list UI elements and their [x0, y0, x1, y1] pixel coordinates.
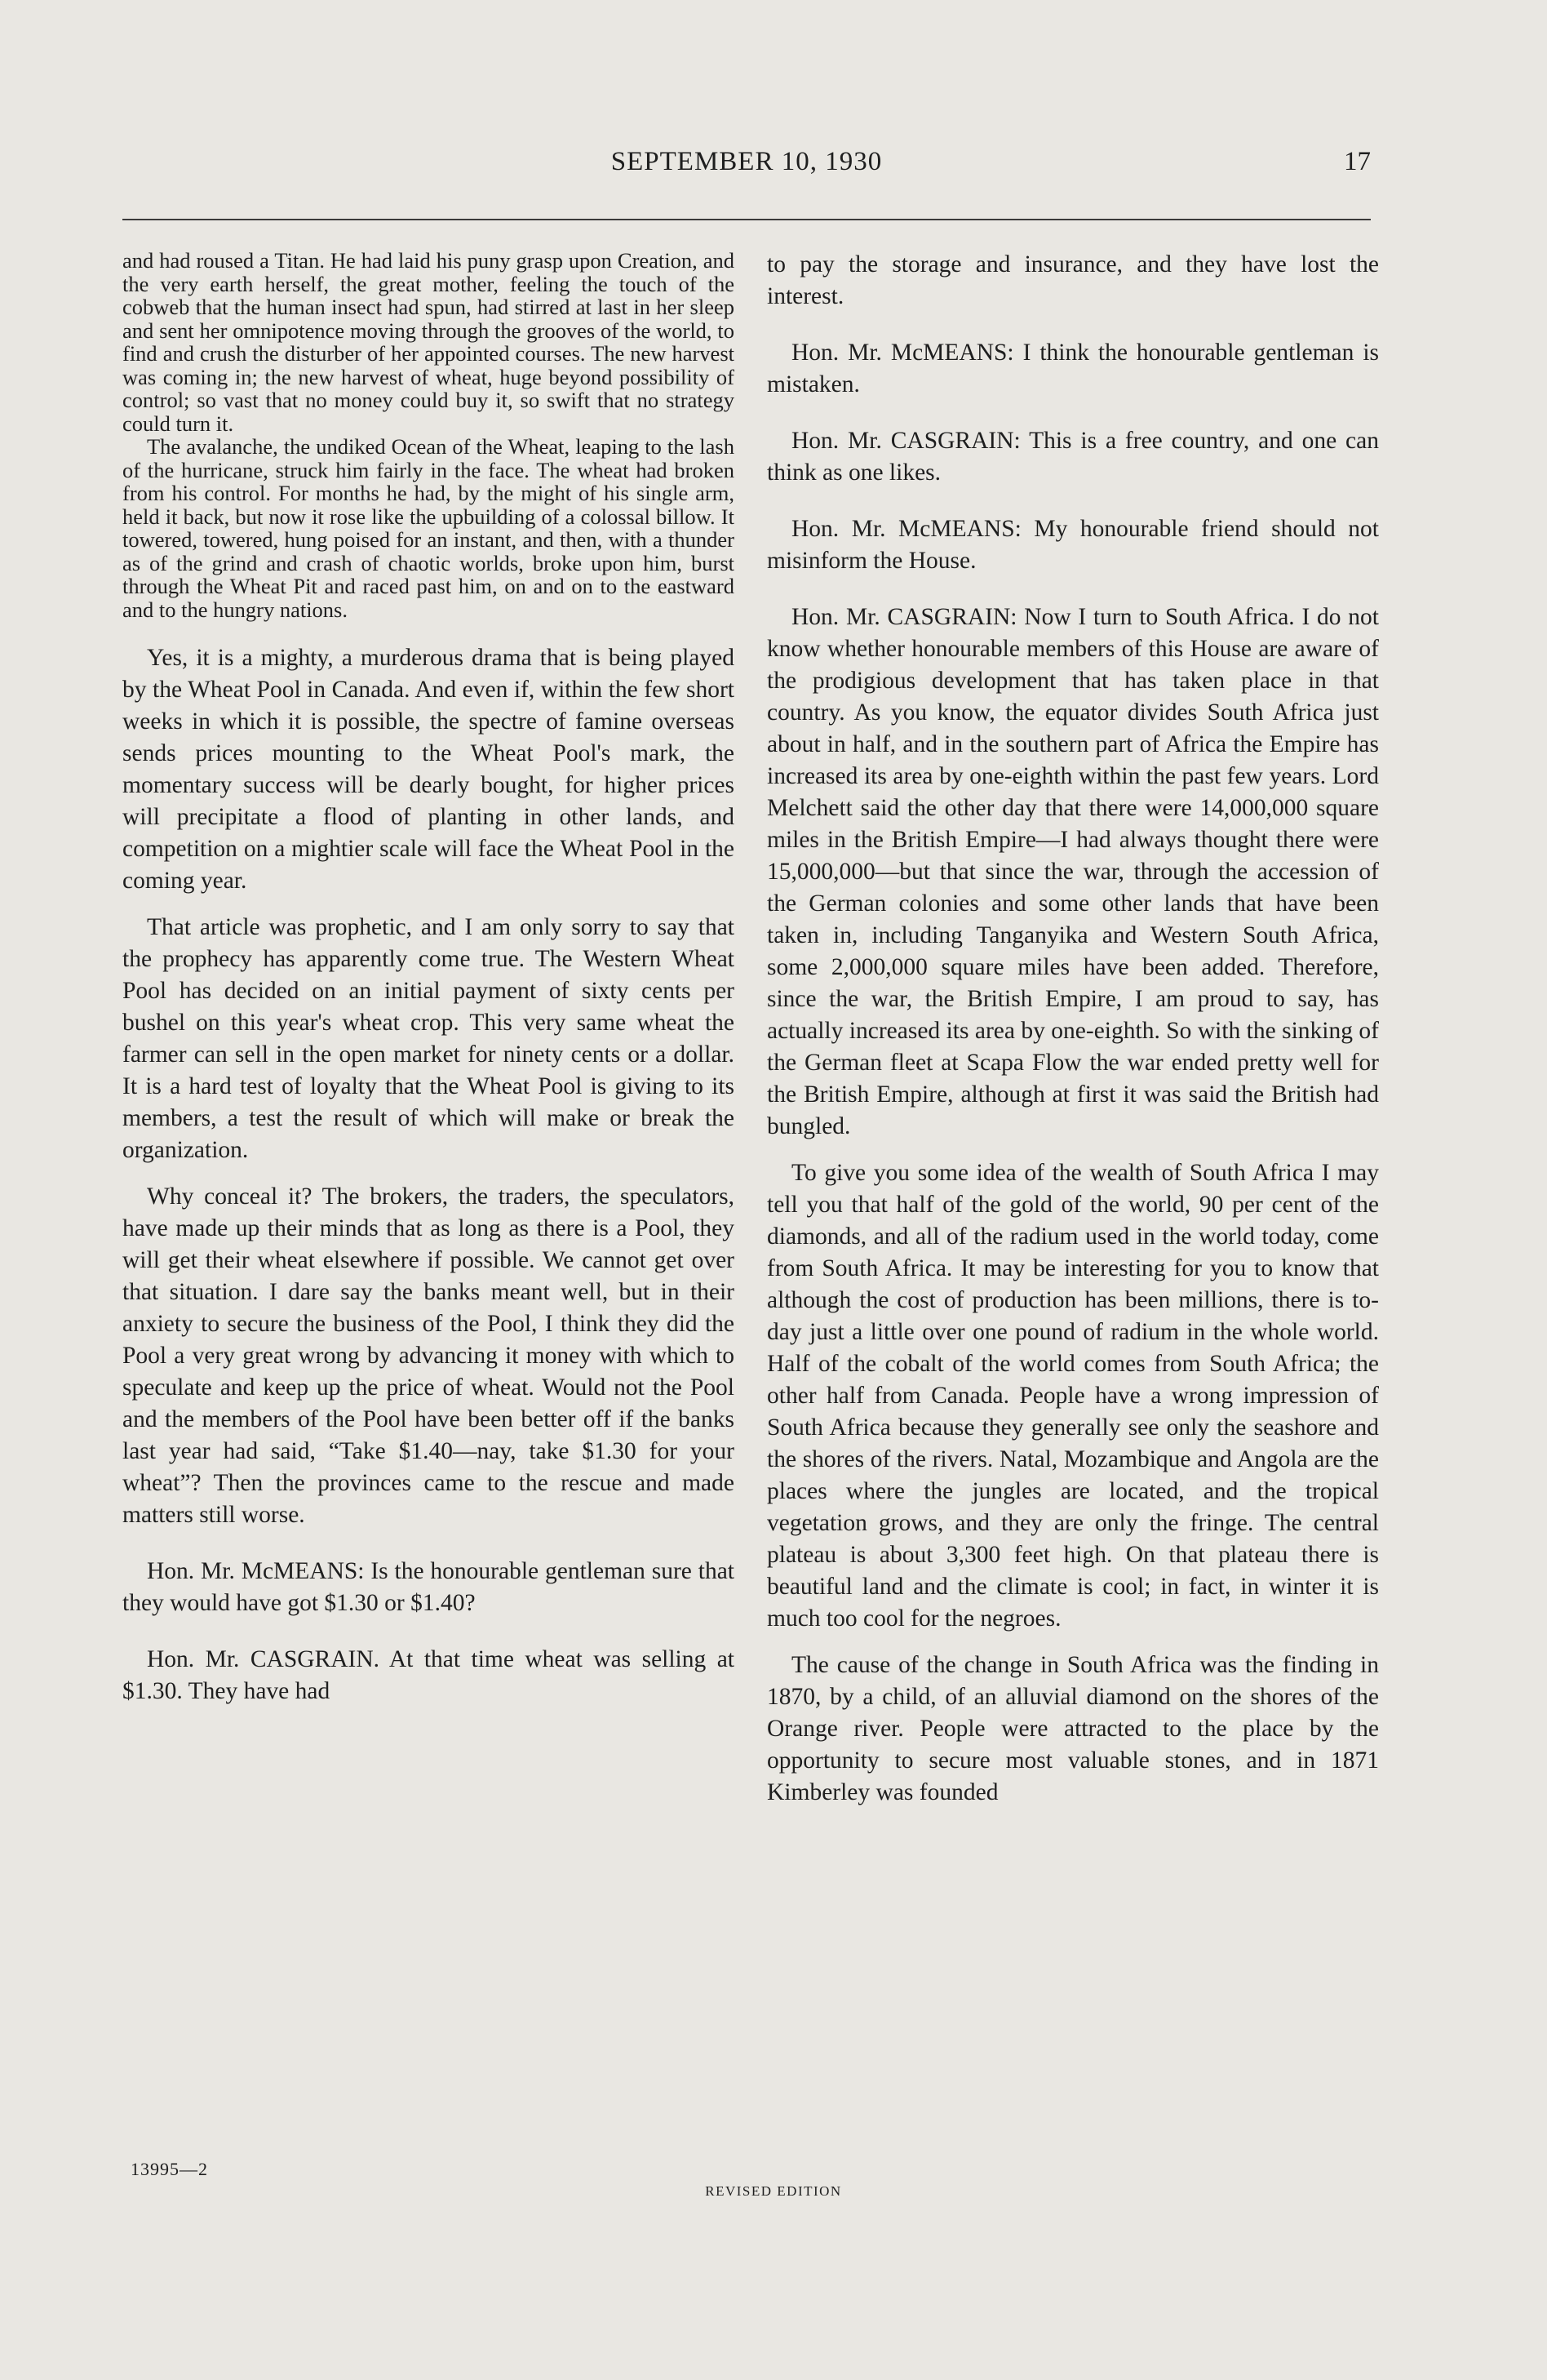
footer-edition: REVISED EDITION: [705, 2183, 842, 2199]
speech-paragraph: Hon. Mr. CASGRAIN: This is a free country, and one can think as one likes.: [767, 428, 1379, 486]
page-number: 17: [1344, 147, 1371, 176]
body-paragraph: to pay the storage and insurance, and they have lost the interest.: [767, 251, 1379, 309]
body-paragraph: To give you some idea of the wealth of South Africa I may tell you that half of the gold of the world, 90 per cent of the diamonds, and all of the radium used in the world today, come from South Africa. It may be interesting for you to know that although the cost of production has been millions, there is to-day just a little over one pound of radium in the whole world. Half of the cobalt of the world comes from South Africa; the other half from Canada. People have a wrong impression of South Africa because they generally see only the seashore and the shores of the rivers. Natal, Mozambique and Angola are the places where the jungles are located, and the tropical vegetation grows, and they are only the fringe. The central plateau is about 3,300 feet high. On that plateau there is beautiful land and the climate is cool; in fact, in winter it is much too cool for the negroes.: [767, 1160, 1379, 1632]
footer-code: 13995—2: [131, 2159, 208, 2179]
page-header: [122, 147, 1371, 188]
quote-paragraph: and had roused a Titan. He had laid his puny grasp upon Creation, and the very earth herself, the great mother, feeling the touch of the cobweb that the human insect had spun, had stirred at last in her sleep and sent her omnipotence moving through the grooves of the world, to find and crush the disturber of her appointed courses. The new harvest was coming in; the new harvest of wheat, huge beyond possibility of control; so vast that no money could buy it, so swift that no strategy could turn it.: [122, 248, 734, 436]
speech-paragraph: Hon. Mr. McMEANS: I think the honourable gentleman is mistaken.: [767, 340, 1379, 397]
quote-paragraph: The avalanche, the undiked Ocean of the Wheat, leaping to the lash of the hurricane, struck him fairly in the face. The wheat had broken from his control. For months he had, by the might of his single arm, held it back, but now it rose like the upbuilding of a colossal billow. It towered, towered, hung poised for an instant, and then, with a thunder as of the grind and crash of chaotic worlds, broke upon him, burst through the Wheat Pit and raced past him, on and on to the eastward and to the hungry nations.: [122, 434, 734, 622]
header-date: SEPTEMBER 10, 1930: [610, 147, 883, 176]
speech-paragraph: Hon. Mr. McMEANS: My honourable friend should not misinform the House.: [767, 516, 1379, 574]
speech-paragraph: Hon. Mr. CASGRAIN: Now I turn to South Africa. I do not know whether honourable members of this House are aware of the prodigious development that has taken place in that country. As you know, the equator divides South Africa just about in half, and in the southern part of Africa the Empire has increased its area by one-eighth within the past few years. Lord Melchett said the other day that there were 14,000,000 square miles in the British Empire—I had always thought there were 15,000,000—but that since the war, through the accession of the German colonies and some other lands that have been taken in, including Tanganyika and Western South Africa, some 2,000,000 square miles have been added. Therefore, since the war, the British Empire, I am proud to say, has actually increased its area by one-eighth. So with the sinking of the German fleet at Scapa Flow the war ended pretty well for the British Empire, although at first it was said the British had bungled.: [767, 604, 1379, 1139]
header-rule: [122, 219, 1371, 220]
left-column: [122, 249, 734, 1707]
body-paragraph: That article was prophetic, and I am only sorry to say that the prophecy has apparently come true. The Western Wheat Pool has decided on an initial payment of sixty cents per bushel on this year's wheat crop. This very same wheat the farmer can sell in the open market for ninety cents or a dollar. It is a hard test of loyalty that the Wheat Pool is giving to its members, a test the result of which will make or break the organization.: [122, 914, 734, 1163]
body-paragraph: Yes, it is a mighty, a murderous drama that is being played by the Wheat Pool in Canada. And even if, within the few short weeks in which it is possible, the spectre of famine overseas sends prices mounting to the Wheat Pool's mark, the momentary success will be dearly bought, for higher prices will precipitate a flood of planting in other lands, and competition on a mightier scale will face the Wheat Pool in the coming year.: [122, 645, 734, 894]
body-paragraph: The cause of the change in South Africa was the finding in 1870, by a child, of an alluvial diamond on the shores of the Orange river. People were attracted to the place by the opportunity to secure most valuable stones, and in 1871 Kimberley was founded: [767, 1652, 1379, 1805]
body-paragraph: Why conceal it? The brokers, the traders, the speculators, have made up their minds that as long as there is a Pool, they will get their wheat elsewhere if possible. We cannot get over that situation. I dare say the banks meant well, but in their anxiety to secure the business of the Pool, I think they did the Pool a very great wrong by advancing it money with which to speculate and keep up the price of wheat. Would not the Pool and the members of the Pool have been better off if the banks last year had said, “Take $1.40—nay, take $1.30 for your wheat”? Then the provinces came to the rescue and made matters still worse.: [122, 1183, 734, 1528]
speech-paragraph: Hon. Mr. McMEANS: Is the honourable gentleman sure that they would have got $1.30 or $1.40?: [122, 1558, 734, 1616]
right-column: [767, 249, 1379, 1809]
speech-paragraph: Hon. Mr. CASGRAIN. At that time wheat was selling at $1.30. They have had: [122, 1646, 734, 1704]
